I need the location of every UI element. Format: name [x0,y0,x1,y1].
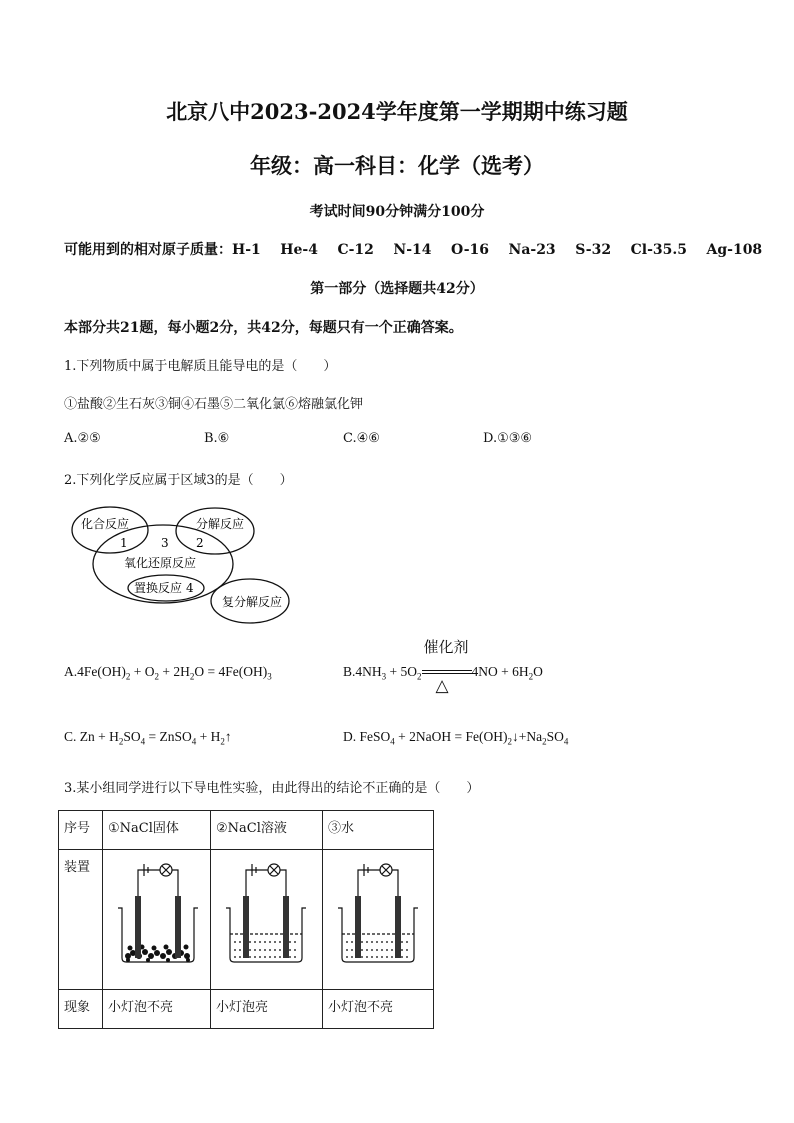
phenomenon-cell: 小灯泡不亮 [103,990,211,1029]
atomic-mass: O-16 [451,242,490,258]
atomic-mass: He-4 [280,242,318,258]
q2-option-a[interactable]: $A.4Fe(OH)_2 + O_2 + 2H_2O = 4Fe(OH)_3$ [64,664,272,682]
atomic-masses-line [64,239,762,259]
catalyst-label: 催化剂 [423,639,469,656]
heat-symbol: △ [435,675,449,695]
q1-items: ①盐酸②生石灰③铜④石墨⑤二氧化氯⑥熔融氯化钾 [64,397,364,412]
phenomenon-cell: 小灯泡亮 [211,990,323,1029]
double-decomposition-label: 复分解反应 [222,595,283,609]
q1-option-b[interactable]: B.⑥ [204,431,230,446]
region-2-label: 2 [196,536,204,550]
experiment-table [58,810,434,1029]
q2-option-b[interactable]: $B.4NH_3 + 5O_2$ 催化剂 △ $4NO + 6H_2O$ [343,664,543,682]
section-instruction: 本部分共21题，每小题2分，共42分，每题只有一个正确答案。 [64,320,463,336]
column-header: ②NaCl溶液 [211,811,323,850]
reaction-type-venn-diagram [62,500,302,630]
displacement-label: 置换反应 [134,581,183,595]
apparatus-nacl-solution [216,856,312,976]
column-header: ③水 [323,811,434,850]
region-4-label: 4 [186,581,194,595]
apparatus-solid-nacl [108,856,204,976]
q2-option-d[interactable]: D. FeSO$_4$ + 2NaOH = $Fe(OH)_2↓+Na_2SO_4$ [343,729,569,747]
atomic-mass: S-32 [575,242,612,258]
combination-label: 化合反应 [81,517,130,531]
atomic-mass: Na-23 [508,242,556,258]
atomic-mass: H-1 [232,242,261,258]
decomposition-ellipse [176,508,254,554]
atomic-masses-label: 可能用到的相对原子质量： [64,242,232,258]
q2-option-a-label: A. [64,664,78,679]
q3-stem: 3.某小组同学进行以下导电性实验，由此得出的结论不正确的是（ ） [64,781,480,796]
redox-label: 氧化还原反应 [124,556,197,570]
atomic-mass: Cl-35.5 [630,242,687,258]
q2-option-c[interactable]: C. $Zn + H_2SO_4$ = ZnSO$_4$ + $H_2↑$ [64,729,232,747]
q2-option-d-label: D. [343,729,357,744]
atomic-mass: N-14 [393,242,432,258]
apparatus-water [328,856,424,976]
q1-option-c[interactable]: C.④⑥ [343,431,380,446]
region-1-label: 1 [120,536,128,550]
section-title: 第一部分（选择题共42分） [310,281,484,297]
q1-option-a[interactable]: A.②⑤ [64,431,101,446]
column-header: ①NaCl固体 [103,811,211,850]
row-header-number: 序号 [59,811,103,850]
exam-subtitle: 年级：高一科目：化学（选考） [250,153,544,178]
apparatus-cell [323,850,434,990]
q1-option-d[interactable]: D.①③⑥ [483,431,533,446]
table-row [59,990,434,1029]
reaction-condition-arrow [422,639,472,695]
q1-stem: 1.下列物质中属于电解质且能导电的是（ ） [64,359,337,374]
apparatus-cell [211,850,323,990]
apparatus-cell [103,850,211,990]
atomic-mass: C-12 [337,242,374,258]
q2-option-b-label: B. [343,664,356,679]
q2-stem: 2.下列化学反应属于区域3的是（ ） [64,473,293,488]
q2-option-c-label: C. [64,729,77,744]
row-header-apparatus: 装置 [59,850,103,990]
exam-info: 考试时间90分钟满分100分 [309,204,485,220]
exam-title: 北京八中2023-2024学年度第一学期期中练习题 [166,99,628,124]
table-row [59,850,434,990]
decomposition-label: 分解反应 [196,517,245,531]
row-header-phenomenon: 现象 [59,990,103,1029]
phenomenon-cell: 小灯泡不亮 [323,990,434,1029]
table-row [59,811,434,850]
region-3-label: 3 [161,536,169,550]
atomic-mass: Ag-108 [706,242,763,258]
